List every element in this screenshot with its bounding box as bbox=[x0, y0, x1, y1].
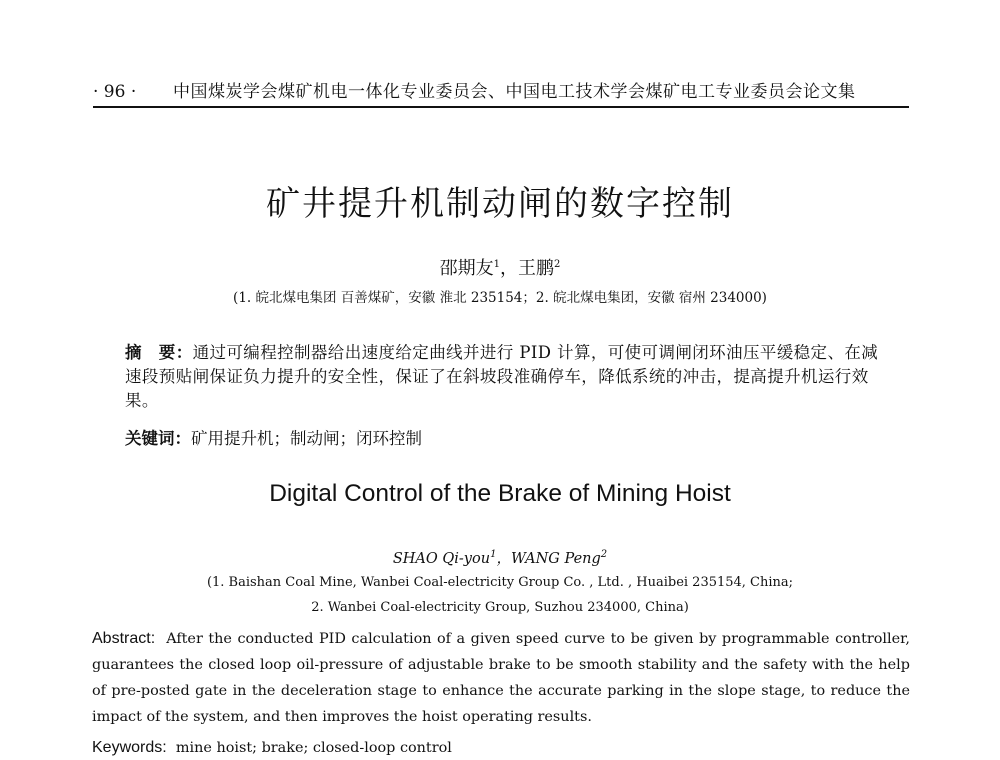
running-header bbox=[93, 80, 909, 108]
author-1-en: SHAO Qi-you bbox=[392, 551, 491, 567]
abstract-en-label: Abstract: bbox=[92, 630, 156, 647]
affiliation-en-line-1: (1. Baishan Coal Mine, Wanbei Coal-electricity Group Co. , Ltd. , Huaibei 235154, China; bbox=[206, 575, 794, 590]
abstract-cn-label: 摘 要： bbox=[125, 343, 193, 362]
author-separator-cn: ， bbox=[500, 258, 518, 279]
author-2-cn-affil-mark: 2 bbox=[554, 259, 561, 270]
author-1-en-affil-mark: 1 bbox=[490, 549, 497, 561]
abstract-cn-text: 通过可编程控制器给出速度给定曲线并进行 PID 计算，可使可调闸闭环油压平缓稳定、在减速段预贴闸保证负力提升的安全性，保证了在斜坡段准确停车，降低系统的冲击，提高提升机运行效果。 bbox=[125, 343, 879, 410]
affiliation-en-line-2: 2. Wanbei Coal-electricity Group, Suzhou 234000, China) bbox=[311, 600, 689, 615]
keywords-cn bbox=[125, 427, 895, 451]
abstract-cn bbox=[125, 341, 895, 413]
abstract-en bbox=[92, 626, 910, 730]
keywords-en-label: Keywords: bbox=[92, 739, 167, 756]
keywords-en bbox=[92, 736, 910, 760]
author-2-cn: 王鹏 bbox=[518, 258, 554, 279]
paper-title-cn: 矿井提升机制动闸的数字控制 bbox=[266, 184, 734, 224]
authors-en bbox=[0, 547, 1000, 568]
author-1-cn: 邵期友 bbox=[439, 258, 494, 279]
keywords-cn-text: 矿用提升机；制动闸；闭环控制 bbox=[191, 429, 422, 448]
journal-name: 中国煤炭学会煤矿机电一体化专业委员会、中国电工技术学会煤矿电工专业委员会论文集 bbox=[173, 82, 856, 102]
keywords-cn-label: 关键词： bbox=[125, 429, 191, 448]
abstract-en-text: After the conducted PID calculation of a given speed curve to be given by programmable controller, guarantees the closed loop oil-pressure of adjustable brake to be smooth stability and the safety with the help of pre-posted gate in the deceleration stage to enhance the accurate parking in the slope stage, to reduce the impact of the system, and then improves the hoist operating results. bbox=[92, 631, 910, 725]
author-1-cn-affil-mark: 1 bbox=[493, 259, 500, 270]
keywords-en-text: mine hoist; brake; closed-loop control bbox=[175, 740, 452, 756]
author-separator-en: ， bbox=[496, 551, 511, 567]
author-2-en-affil-mark: 2 bbox=[600, 549, 608, 561]
authors-cn bbox=[0, 254, 1000, 280]
page-number: · 96 · bbox=[93, 82, 137, 102]
author-2-en: WANG Peng bbox=[510, 551, 601, 567]
affiliation-cn: (1. 皖北煤电集团 百善煤矿，安徽 淮北 235154；2. 皖北煤电集团，安徽 宿州 234000) bbox=[233, 290, 767, 306]
paper-title-en: Digital Control of the Brake of Mining Hoist bbox=[269, 480, 731, 507]
